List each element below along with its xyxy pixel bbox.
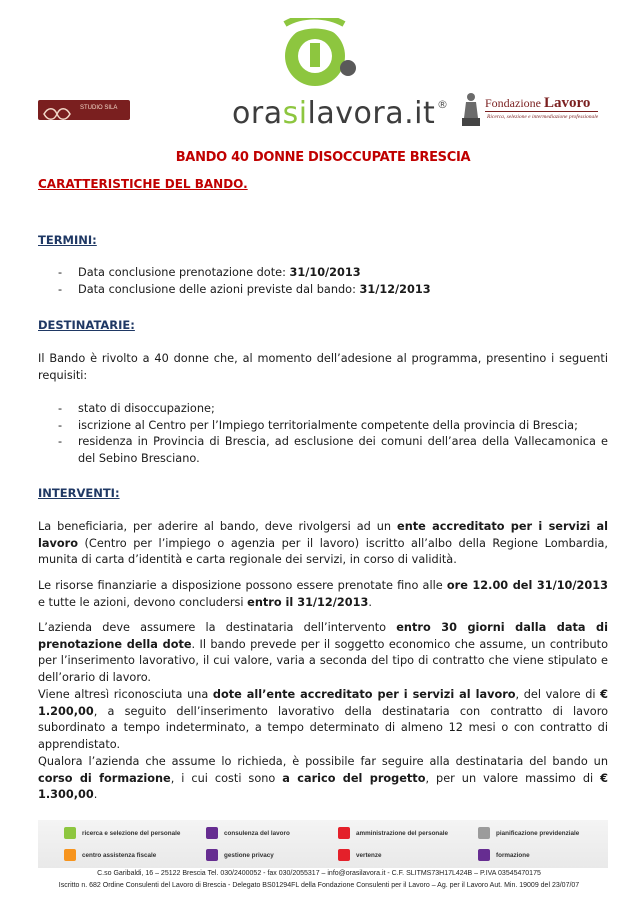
- fondazione-lavoro-logo: [460, 92, 600, 128]
- termini-heading: TERMINI:: [38, 233, 97, 247]
- features-heading: CARATTERISTICHE DEL BANDO.: [38, 177, 248, 191]
- fondazione-divider: [485, 111, 598, 112]
- service-icon: [206, 849, 218, 861]
- service-icon: [338, 849, 350, 861]
- registered-mark: ®: [437, 98, 448, 111]
- studio-sila-logo: [38, 96, 130, 124]
- orasilavora-swirl-icon: [260, 18, 370, 90]
- interventi-heading: INTERVENTI:: [38, 486, 120, 500]
- termini-list: [38, 265, 608, 298]
- list-item: - iscrizione al Centro per l’Impiego territorialmente competente della provincia di Brescia;: [38, 418, 608, 435]
- services-bar: [38, 820, 608, 868]
- list-item: - stato di disoccupazione;: [38, 401, 608, 418]
- service-icon: [338, 827, 350, 839]
- service-item: vertenze: [338, 847, 382, 863]
- interventi-paragraph-3: L’azienda deve assumere la destinataria dell’intervento entro 30 giorni dalla data di prenotazione della dote. Il bando prevede per il soggetto economico che assume, un contributo per l’inserimento lavorativo, il cui valore, varia a seconda del tipo di contratto che viene stipulato e dell’orario di lavoro.: [38, 621, 608, 685]
- list-item: - residenza in Provincia di Brescia, ad esclusione dei comuni dell’area della Vallecamonica e del Sebino Bresciano.: [38, 434, 608, 467]
- service-icon: [478, 849, 490, 861]
- page-header: [0, 0, 638, 140]
- service-item: gestione privacy: [206, 847, 274, 863]
- interventi-paragraph-4: Viene altresì riconosciuta una dote all’ente accreditato per i servizi al lavoro, del valore di € 1.200,00, a seguito dell’inserimento lavorativo della destinataria con contratto di lavoro subordinato a tempo indeterminato, a tempo determinato di almeno 12 mesi o con contratto di apprendistato.: [38, 688, 608, 752]
- destinatarie-intro: Il Bando è rivolto a 40 donne che, al momento dell’adesione al programma, presentino i seguenti requisiti:: [38, 352, 608, 382]
- service-icon: [478, 827, 490, 839]
- interventi-paragraph-1: La beneficiaria, per aderire al bando, deve rivolgersi ad un ente accreditato per i servizi al lavoro (Centro per l’impiego o agenzia per il lavoro) iscritto all’albo della Regione Lombardia, munita di carta d’identità e carta regionale dei servizi, in corso di validità.: [38, 520, 608, 567]
- service-item: amministrazione del personale: [338, 825, 448, 841]
- studio-sila-knot-icon: [42, 107, 72, 121]
- fondazione-tagline: Ricerca, selezione e intermediazione professionale: [487, 114, 599, 120]
- list-item: - Data conclusione prenotazione dote: 31/10/2013: [38, 265, 608, 282]
- destinatarie-list: [38, 401, 608, 468]
- service-item: consulenza del lavoro: [206, 825, 290, 841]
- service-item: centro assistenza fiscale: [64, 847, 156, 863]
- destinatarie-heading: DESTINATARIE:: [38, 318, 135, 332]
- interventi-paragraph-2: Le risorse finanziarie a disposizione possono essere prenotate fino alle ore 12.00 del 31/10/2013 e tutte le azioni, devono concludersi entro il 31/12/2013.: [38, 579, 608, 609]
- orasilavora-wordmark: orasilavora.it: [232, 96, 436, 131]
- footer-registration: Iscritto n. 682 Ordine Consulenti del Lavoro di Brescia - Delegato BS01294FL della Fondazione Consulenti per il Lavoro – Ag. per il Lavoro Aut. Min. 19009 del 23/07/07: [58, 882, 580, 889]
- service-icon: [206, 827, 218, 839]
- service-icon: [64, 849, 76, 861]
- statue-icon: [460, 92, 482, 126]
- studio-sila-logo-text: STUDIO SILA: [80, 105, 118, 111]
- page-title: BANDO 40 DONNE DISOCCUPATE BRESCIA: [175, 150, 471, 165]
- list-item: - Data conclusione delle azioni previste dal bando: 31/12/2013: [38, 282, 608, 299]
- service-item: formazione: [478, 847, 530, 863]
- service-item: pianificazione previdenziale: [478, 825, 579, 841]
- orasilavora-logo: [232, 18, 448, 131]
- footer-address: C.so Garibaldi, 16 – 25122 Brescia Tel. 030/2400052 - fax 030/2055317 – info@orasilavora.it - C.F. SLITMS73H17L424B – P.IVA 03545470175: [97, 870, 541, 877]
- service-icon: [64, 827, 76, 839]
- interventi-paragraph-5: Qualora l’azienda che assume lo richieda, è possibile far seguire alla destinataria del bando un corso di formazione, i cui costi sono a carico del progetto, per un valore massimo di € 1.300,00.: [38, 755, 608, 802]
- service-item: ricerca e selezione del personale: [64, 825, 180, 841]
- fondazione-title: Fondazione Lavoro: [485, 95, 591, 111]
